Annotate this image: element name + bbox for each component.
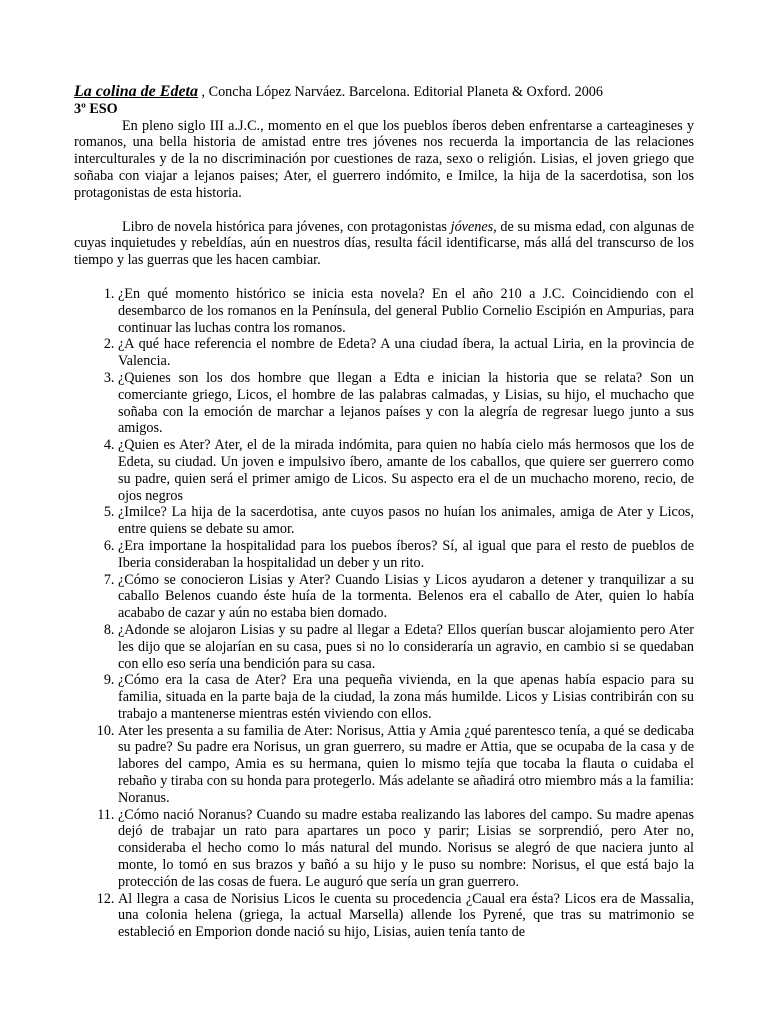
- paragraph-spacer: [74, 269, 694, 286]
- intro-paragraph-2-text-end: , de su misma edad, con algunas de cuyas inquietudes y rebeldías, aún en nuestros días, resulta fácil identificarse, más allá del transcurso de los tiempo y las guerras que les hacen cambiar.: [74, 218, 694, 269]
- question-item: 9. ¿Cómo era la casa de Ater? Era una pequeña vivienda, en la que apenas había espacio para su familia, situada en la parte baja de la ciudad, la zona más humilde. Licos y Lisias contribirán con su trabajo a mantenerse mientras estén viviendo con ellos.: [118, 672, 694, 722]
- question-item: 8. ¿Adonde se alojaron Lisias y su padre al llegar a Edeta? Ellos querían buscar alojamiento pero Ater les dijo que se alojarían en su casa, pues si no lo consideraría un agravio, en cambio si se quedaban con ello eso sería una bendición para su casa.: [118, 622, 694, 672]
- question-item: 4. ¿Quien es Ater? Ater, el de la mirada indómita, para quien no había cielo más hermosos que los de Edeta, su ciudad. Un joven e impulsivo íbero, amante de los caballos, que quiere ser guerrero como su padre, quien será el primer amigo de Licos. Su aspecto era el de un muchacho moreno, recio, de ojos negros: [118, 437, 694, 504]
- paragraph-spacer: [74, 202, 694, 219]
- intro-paragraph-2: [74, 219, 694, 269]
- question-item: 5. ¿Imilce? La hija de la sacerdotisa, ante cuyos pasos no huían los animales, amiga de Ater y Licos, entre quiens se debate su amor.: [118, 504, 694, 538]
- question-item: 12. Al llegra a casa de Norisius Licos le cuenta su procedencia ¿Caual era ésta? Licos era de Massalia, una colonia helena (griega, la actual Marsella) allende los Pyrené, que tras su matrimonio se estableció en Emporion donde nació su hijo, Lisias, auien tenía tanto de: [118, 891, 694, 941]
- question-item: 11. ¿Cómo nació Noranus? Cuando su madre estaba realizando las labores del campo. Su madre apenas dejó de trabajar un rato para apartares un poco y parir; Lisias se sorprendió, pero Ater no, consideraba el hecho como lo más natural del mundo. Norisus se alegró de que naciera junto al monte, lo tomó en sus brazos y bañó a su hijo y le puso su nombre: Norisus, el que está bajo la protección de las cosas de fuera. Le auguró que sería un gran guerrero.: [118, 807, 694, 891]
- question-list: [74, 286, 694, 941]
- citation-line: [74, 84, 694, 101]
- intro-paragraph-2-emphasis: jóvenes: [450, 218, 494, 235]
- intro-paragraph-2-text: Libro de novela histórica para jóvenes, con protagonistas: [122, 218, 451, 235]
- question-item: 3. ¿Quienes son los dos hombre que llegan a Edta e inician la historia que se relata? Son un comerciante griego, Licos, el hombre de las palabras calmadas, y Lisias, su hijo, el muchacho que soñaba con la emoción de marchar a lejanos países y con la alegría de regresar luego junto a sus amigos.: [118, 370, 694, 437]
- book-title: La colina de Edeta: [74, 83, 198, 100]
- citation-details: , Concha López Narváez. Barcelona. Editorial Planeta & Oxford. 2006: [197, 84, 603, 100]
- question-item: 10. Ater les presenta a su familia de Ater: Norisus, Attia y Amia ¿qué parentesco tenía, a qué se dedicaba su padre? Su padre era Norisus, un gran guerrero, su madre er Attia, que se ocupaba de la casa y de labores del campo, Amia es su hermana, quien lo mismo tejía que tocaba la flauta o cuidaba el rebaño y tiraba con su honda para protegerlo. Más adelante se añadirá otro miembro más a la familia: Noranus.: [118, 723, 694, 807]
- question-item: 6. ¿Era importane la hospitalidad para los puebos íberos? Sí, al igual que para el resto de pueblos de Iberia consideraban la hospitalidad un deber y un rito.: [118, 538, 694, 572]
- course-level: 3º ESO: [74, 100, 118, 117]
- question-item: 1. ¿En qué momento histórico se inicia esta novela? En el año 210 a J.C. Coincidiendo con el desembarco de los romanos en la Península, del general Publio Cornelio Escipión en Ampurias, para continuar las luchas contra los romanos.: [118, 286, 694, 336]
- question-item: 7. ¿Cómo se conocieron Lisias y Ater? Cuando Lisias y Licos ayudaron a detener y tranquilizar a su caballo Belenos cuando éste huía de la tormenta. Belenos era el caballo de Ater, quien lo había acababo de cazar y aún no estaba bien domado.: [118, 572, 694, 622]
- document-page: [74, 84, 694, 941]
- intro-paragraph-1: En pleno siglo III a.J.C., momento en el que los pueblos íberos deben enfrentarse a carteagineses y romanos, una bella historia de amistad entre tres jóvenes nos recuerda la importancia de las relaciones interculturales y de la no discriminación por cuestiones de raza, sexo o religión. Lisias, el joven griego que soñaba con viajar a lejanos paises; Ater, el guerrero indómito, e Imilce, la hija de la sacerdotisa, son los protagonistas de esta historia.: [74, 117, 694, 201]
- question-item: 2. ¿A qué hace referencia el nombre de Edeta? A una ciudad íbera, la actual Liria, en la provincia de Valencia.: [118, 336, 694, 370]
